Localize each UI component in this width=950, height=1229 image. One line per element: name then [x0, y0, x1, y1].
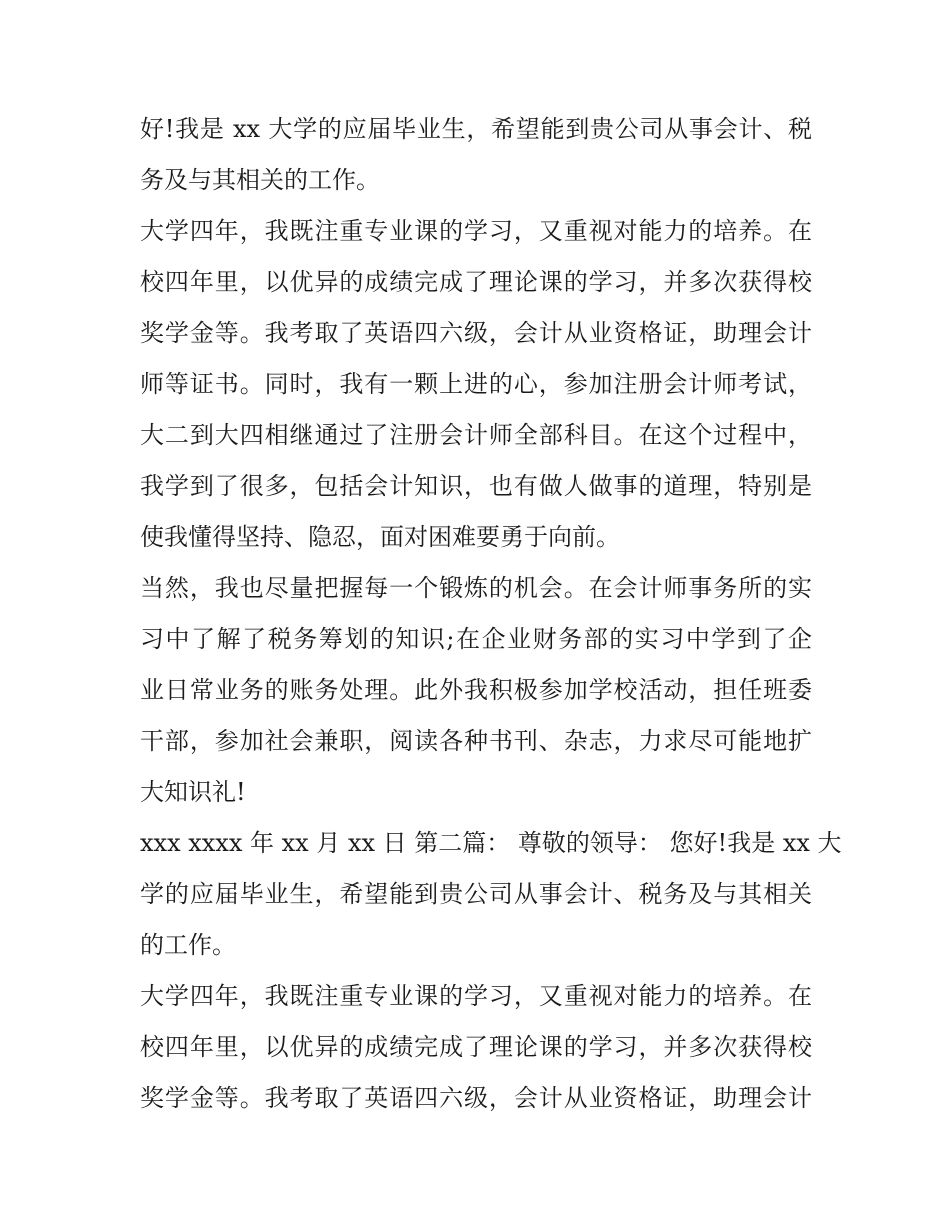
text-line: 师等证书。同时，我有一颗上进的心，参加注册会计师考试， [140, 370, 812, 398]
text-line: 的工作。 [140, 931, 236, 959]
text-line: 奖学金等。我考取了英语四六级，会计从业资格证，助理会计 [140, 1084, 812, 1112]
text-line: 习中了解了税务筹划的知识;在企业财务部的实习中学到了企 [140, 625, 812, 653]
text-line: xxx xxxx 年 xx 月 xx 日 第二篇： 尊敬的领导： 您好!我是 xx 大 [140, 829, 842, 857]
text-line: 业日常业务的账务处理。此外我积极参加学校活动，担任班委 [140, 676, 812, 704]
text-line: 使我懂得坚持、隐忍，面对困难要勇于向前。 [140, 523, 620, 551]
text-line: 奖学金等。我考取了英语四六级，会计从业资格证，助理会计 [140, 319, 812, 347]
text-line: 大学四年，我既注重专业课的学习，又重视对能力的培养。在 [140, 982, 812, 1010]
text-line: 校四年里，以优异的成绩完成了理论课的学习，并多次获得校 [140, 268, 812, 296]
text-line: 我学到了很多，包括会计知识，也有做人做事的道理，特别是 [140, 472, 812, 500]
text-line: 当然，我也尽量把握每一个锻炼的机会。在会计师事务所的实 [140, 574, 812, 602]
document-body [140, 104, 842, 1124]
text-line: 干部，参加社会兼职，阅读各种书刊、杂志，力求尽可能地扩 [140, 727, 812, 755]
text-line: 大学四年，我既注重专业课的学习，又重视对能力的培养。在 [140, 217, 812, 245]
text-line: 大知识礼! [140, 778, 246, 806]
text-line: 学的应届毕业生，希望能到贵公司从事会计、税务及与其相关 [140, 880, 812, 908]
text-line: 校四年里，以优异的成绩完成了理论课的学习，并多次获得校 [140, 1033, 812, 1061]
text-line: 好!我是 xx 大学的应届毕业生，希望能到贵公司从事会计、税 [140, 115, 812, 143]
text-line: 大二到大四相继通过了注册会计师全部科目。在这个过程中， [140, 421, 812, 449]
text-line: 务及与其相关的工作。 [140, 166, 380, 194]
